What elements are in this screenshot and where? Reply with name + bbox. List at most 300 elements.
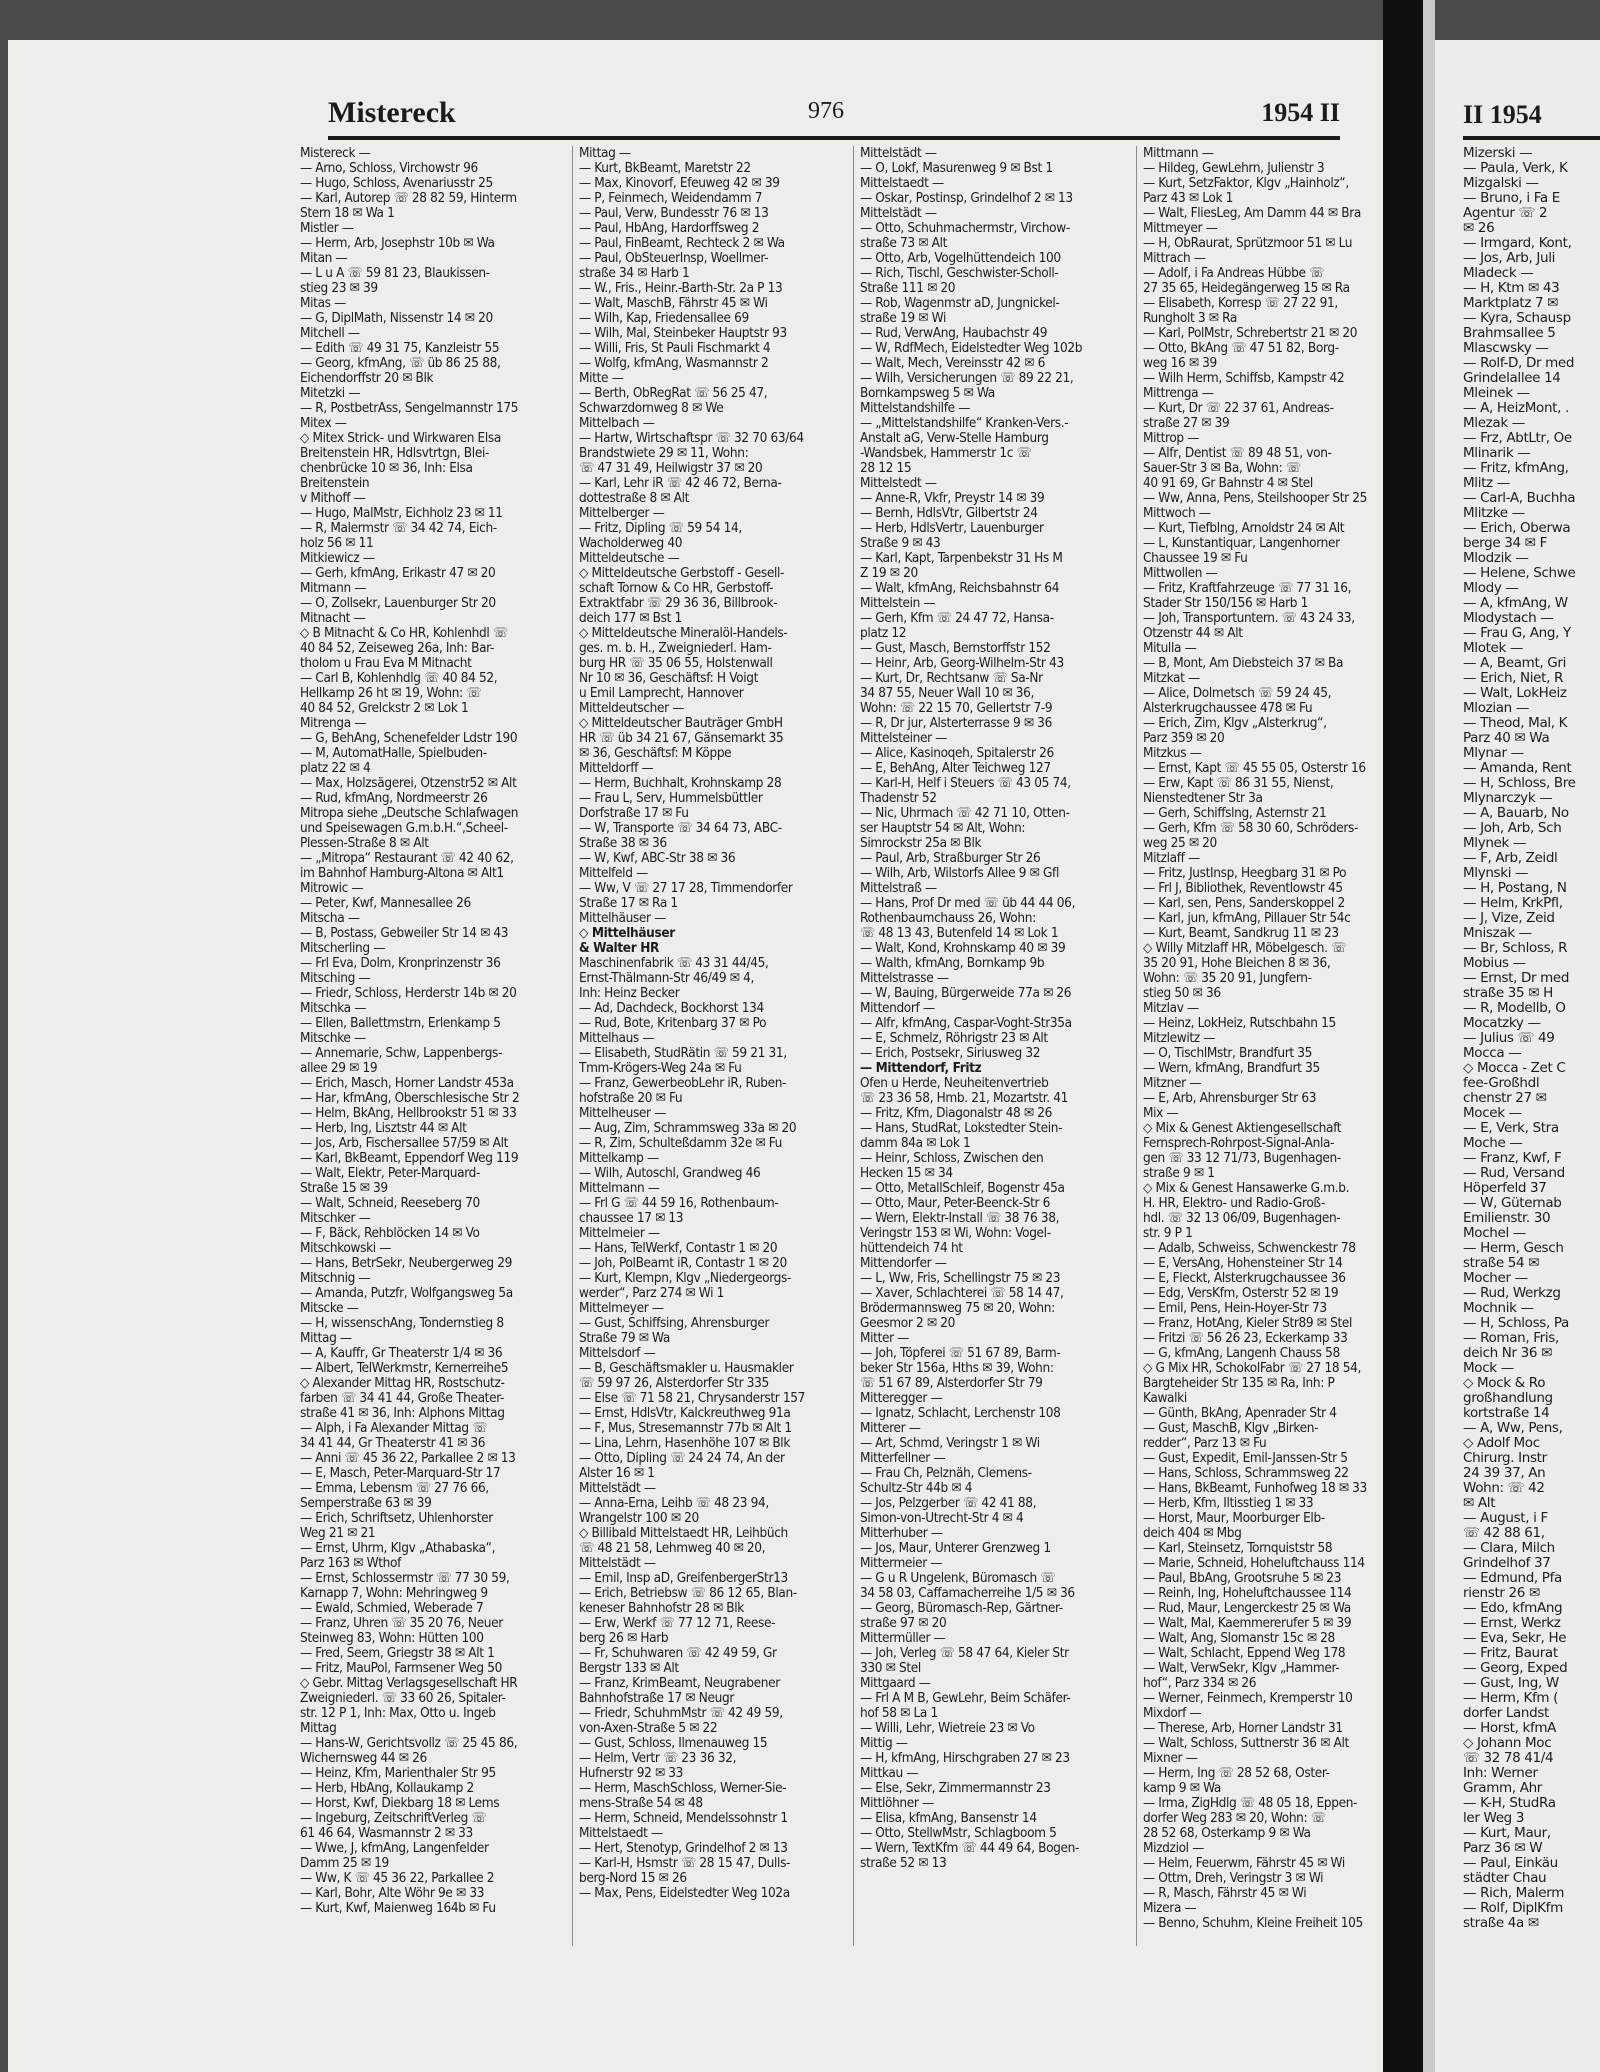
directory-entry-line: — Fritz, Kfm, Diagonalstr 48 ✉ 26 (860, 1106, 1053, 1121)
directory-entry-line: Mittelbach — (579, 416, 655, 431)
directory-entry-line: Gramm, Ahr (1463, 1781, 1543, 1796)
directory-entry-line: — Walt, MaschB, Fährstr 45 ✉ Wi (579, 296, 768, 311)
directory-entry-line: — Kyra, Schausp (1463, 311, 1571, 326)
directory-entry-line: Mlynar — (1463, 746, 1524, 761)
directory-entry-line: Mittag — (579, 146, 631, 161)
directory-entry-line: — Franz, GewerbeobLehr iR, Ruben- (579, 1076, 787, 1091)
directory-entry-line: — O, Zollsekr, Lauenburger Str 20 (300, 596, 496, 611)
directory-entry-line: Simon-von-Utrecht-Str 4 ✉ 4 (860, 1511, 1024, 1526)
directory-entry-line: gen ☏ 33 12 71/73, Bugenhagen- (1143, 1151, 1341, 1166)
directory-entry-line: Mittelhäuser — (579, 911, 666, 926)
directory-entry-line: — Gust, Masch, Bernstorffstr 152 (860, 641, 1051, 656)
directory-entry-line: Mlitz — (1463, 476, 1510, 491)
directory-entry-line: — Herm, Buchhalt, Krohnskamp 28 (579, 776, 782, 791)
directory-entry-line: Ernst-Thälmann-Str 46/49 ✉ 4, (579, 971, 754, 986)
directory-entry-line: chenbrücke 10 ✉ 36, Inh: Elsa (300, 461, 473, 476)
directory-entry-line: Mitterer — (860, 1421, 921, 1436)
directory-entry-line: Mittmann — (1143, 146, 1214, 161)
directory-entry-line: — Arno, Schloss, Virchowstr 96 (300, 161, 478, 176)
directory-entry-line: Mitteldorff — (579, 761, 654, 776)
directory-entry-line: Alsterkrugchaussee 478 ✉ Fu (1143, 701, 1313, 716)
directory-entry-line: — W, RdfMech, Eidelstedter Weg 102b (860, 341, 1083, 356)
directory-entry-line: — Rich, Malerm (1463, 1886, 1565, 1901)
directory-entry-line: Mittelstandshilfe — (860, 401, 971, 416)
directory-entry-line: Mittendorfer — (860, 1256, 947, 1271)
directory-entry-line: Mittelstaedt — (860, 176, 944, 191)
directory-entry-line: — Wern, kfmAng, Brandfurt 35 (1143, 1061, 1320, 1076)
directory-entry-line: — Therese, Arb, Horner Landstr 31 (1143, 1721, 1343, 1736)
directory-entry-line: — Walt, Schlacht, Eppend Weg 178 (1143, 1646, 1346, 1661)
directory-entry-line: — Karl, Steinsetz, Tornquiststr 58 (1143, 1541, 1333, 1556)
directory-entry-line: Extraktfabr ☏ 29 36 36, Billbrook- (579, 596, 778, 611)
directory-entry-line: Mlezak — (1463, 416, 1525, 431)
directory-entry-line: Mittmeyer — (1143, 221, 1218, 236)
directory-entry-line: Mittelstädt — (579, 1481, 656, 1496)
directory-entry-line: — E, Verk, Stra (1463, 1121, 1559, 1136)
directory-entry-line: — Wilh, Versicherungen ☏ 89 22 21, (860, 371, 1074, 386)
directory-entry-line: Mittelmann — (579, 1181, 660, 1196)
directory-entry-line: ◇ B Mitnacht & Co HR, Kohlenhdl ☏ (300, 626, 508, 641)
directory-entry-line: ◇ Johann Moc (1463, 1736, 1552, 1751)
directory-entry-line: — Ww, V ☏ 27 17 28, Timmendorfer (579, 881, 793, 896)
directory-entry-line: Mittelmeier — (579, 1226, 660, 1241)
directory-entry-line: 40 84 52, Zeiseweg 26a, Inh: Bar- (300, 641, 494, 656)
directory-entry-line: — Elisabeth, StudRätin ☏ 59 21 31, (579, 1046, 787, 1061)
directory-entry-line: Veringstr 153 ✉ Wi, Wohn: Vogel- (860, 1226, 1051, 1241)
directory-entry-line: — Karl, BkBeamt, Eppendorf Weg 119 (300, 1151, 519, 1166)
directory-entry-line: Mixdorf — (1143, 1706, 1202, 1721)
directory-entry-line: Agentur ☏ 2 (1463, 206, 1548, 221)
header-keyword: Mistereck (328, 96, 456, 129)
directory-entry-line: — Elisa, kfmAng, Bansenstr 14 (860, 1811, 1037, 1826)
directory-entry-line: — Alfr, kfmAng, Caspar-Voght-Str35a (860, 1016, 1072, 1031)
directory-entry-line: Chaussee 19 ✉ Fu (1143, 551, 1248, 566)
directory-entry-line: — Paul, Einkäu (1463, 1856, 1558, 1871)
directory-entry-line: — Otto, MetallSchleif, Bogenstr 45a (860, 1181, 1065, 1196)
directory-entry-line: Breitenstein (300, 476, 370, 491)
directory-entry-line: ◇ Mitex Strick- und Wirkwaren Elsa (300, 431, 501, 446)
directory-entry-line: — Fritz, MauPol, Farmsener Weg 50 (300, 1661, 502, 1676)
directory-entry-line: — H, Schloss, Pa (1463, 1316, 1569, 1331)
directory-entry-line: — Hildeg, GewLehrn, Julienstr 3 (1143, 161, 1325, 176)
directory-entry-line: — Ww, Anna, Pens, Steilshooper Str 25 (1143, 491, 1368, 506)
directory-entry-line: burg HR ☏ 35 06 55, Holstenwall (579, 656, 773, 671)
directory-entry-line: — Friedr, Schloss, Herderstr 14b ✉ 20 (300, 986, 517, 1001)
directory-entry-line: — Ingeburg, ZeitschriftVerleg ☏ (300, 1811, 487, 1826)
directory-entry-line: Mitnacht — (300, 611, 366, 626)
directory-entry-line: Parz 163 ✉ Wthof (300, 1556, 402, 1571)
directory-entry-line: platz 12 (860, 626, 907, 641)
column-divider (853, 146, 854, 1946)
directory-entry-line: — H, Schloss, Bre (1463, 776, 1576, 791)
directory-entry-line: — Herb, Ing, Lisztstr 44 ✉ Alt (300, 1121, 467, 1136)
directory-entry-line: — Frl Eva, Dolm, Kronprinzenstr 36 (300, 956, 501, 971)
directory-entry-line: — W., Fris., Heinr.-Barth-Str. 2a P 13 (579, 281, 783, 296)
directory-entry-line: — Gerh, kfmAng, Erikastr 47 ✉ 20 (300, 566, 496, 581)
directory-entry-line: — G, kfmAng, Langenh Chauss 58 (1143, 1346, 1340, 1361)
directory-entry-line: Mitas — (300, 296, 346, 311)
directory-entry-line: — Frau G, Ang, Y (1463, 626, 1571, 641)
directory-entry-line: — Herb, HbAng, Kollaukamp 2 (300, 1781, 474, 1796)
directory-entry-line: — Adolf, i Fa Andreas Hübbe ☏ (1143, 266, 1324, 281)
directory-entry-line: ges. m. b. H., Zweigniederl. Ham- (579, 641, 772, 656)
directory-entry-line: — B, Mont, Am Diebsteich 37 ✉ Ba (1143, 656, 1344, 671)
directory-entry-line: Mitschke — (300, 1031, 366, 1046)
directory-entry-line: — Gust, Expedit, Emil-Janssen-Str 5 (1143, 1451, 1348, 1466)
directory-entry-line: ◇ Mocca - Zet C (1463, 1061, 1566, 1076)
directory-entry-line: — Paul, ObSteuerInsp, Woellmer- (579, 251, 769, 266)
directory-entry-line: — Erich, Oberwa (1463, 521, 1571, 536)
directory-entry-line: — E, VersAng, Hohensteiner Str 14 (1143, 1256, 1343, 1271)
directory-entry-line: — Max, Pens, Eidelstedter Weg 102a (579, 1886, 790, 1901)
directory-entry-line: Mitscke — (300, 1301, 359, 1316)
directory-entry-line: — Kurt, SetzFaktor, Klgv „Hainholz“, (1143, 176, 1349, 191)
directory-entry-line: straße 27 ✉ 39 (1143, 416, 1230, 431)
directory-entry-line: — Adalb, Schweiss, Schwenckestr 78 (1143, 1241, 1356, 1256)
directory-entry-line: damm 84a ✉ Lok 1 (860, 1136, 971, 1151)
directory-entry-line: — Wilh, Arb, Wilstorfs Allee 9 ✉ Gfl (860, 866, 1059, 881)
directory-entry-line: Mitropa siehe „Deutsche Schlafwagen (300, 806, 519, 821)
directory-entry-line: farben ☏ 34 41 44, Große Theater- (300, 1391, 505, 1406)
directory-entry-line: — Paul, Arb, Straßburger Str 26 (860, 851, 1041, 866)
directory-entry-line: Mitetzki — (300, 386, 361, 401)
directory-entry-line: — Oskar, Postinsp, Grindelhof 2 ✉ 13 (860, 191, 1073, 206)
directory-entry-line: Mittig — (860, 1736, 908, 1751)
directory-entry-line: Mitteldeutscher — (579, 701, 685, 716)
directory-entry-line: — Herm, Gesch (1463, 1241, 1564, 1256)
directory-entry-line: straße 35 ✉ H (1463, 986, 1553, 1001)
directory-entry-line: ◇ Gebr. Mittag Verlagsgesellschaft HR (300, 1676, 518, 1691)
directory-entry-line: platz 22 ✉ 4 (300, 761, 371, 776)
directory-entry-line: Mitzlaff — (1143, 851, 1200, 866)
directory-entry-line: — Bernh, HdlsVtr, Gilbertstr 24 (860, 506, 1038, 521)
directory-entry-line: — Ernst, Werkz (1463, 1616, 1561, 1631)
directory-entry-line: von-Axen-Straße 5 ✉ 22 (579, 1721, 718, 1736)
directory-entry-line: Mittelberger — (579, 506, 665, 521)
directory-entry-line: Mix — (1143, 1106, 1179, 1121)
directory-entry-line: v Mithoff — (300, 491, 366, 506)
directory-entry-line: — Rolf-D, Dr med (1463, 356, 1575, 371)
directory-entry-line: holz 56 ✉ 11 (300, 536, 374, 551)
directory-entry-line: Mlodzik — (1463, 551, 1529, 566)
directory-entry-line: ◇ Billibald Mittelstaedt HR, Leihbüch (579, 1526, 788, 1541)
directory-entry-line: — Peter, Kwf, Mannesallee 26 (300, 896, 471, 911)
directory-entry-line: Mobius — (1463, 956, 1526, 971)
directory-entry-line: — Annemarie, Schw, Lappenbergs- (300, 1046, 503, 1061)
directory-entry-line: — A, Kauffr, Gr Theaterstr 1/4 ✉ 36 (300, 1346, 503, 1361)
directory-entry-line: — F, Bäck, Rehblöcken 14 ✉ Vo (300, 1226, 480, 1241)
directory-entry-line: — Rud, kfmAng, Nordmeerstr 26 (300, 791, 488, 806)
directory-entry-line: — Horst, Maur, Moorburger Elb- (1143, 1511, 1325, 1526)
directory-entry-line: — Walt, Ang, Slomanstr 15c ✉ 28 (1143, 1631, 1335, 1646)
directory-entry-line: — Marie, Schneid, Hoheluftchauss 114 (1143, 1556, 1365, 1571)
directory-entry-line: — Anni ☏ 45 36 22, Parkallee 2 ✉ 13 (300, 1451, 516, 1466)
directory-entry-line: Mizerski — (1463, 146, 1533, 161)
directory-entry-line: — G, BehAng, Schenefelder Ldstr 190 (300, 731, 518, 746)
directory-entry-line: Mittelstraß — (860, 881, 937, 896)
directory-entry-line: — Walt, Schloss, Suttnerstr 36 ✉ Alt (1143, 1736, 1349, 1751)
directory-entry-line: — Karl, Kapt, Tarpenbekstr 31 Hs M (860, 551, 1063, 566)
directory-entry-line: Kawalki (1143, 1391, 1187, 1406)
directory-entry-line: — Amanda, Putzfr, Wolfgangsweg 5a (300, 1286, 513, 1301)
directory-entry-line: straße 34 ✉ Harb 1 (579, 266, 690, 281)
directory-entry-line: — Walt, VerwSekr, Klgv „Hammer- (1143, 1661, 1340, 1676)
directory-entry-line: Mlody — (1463, 581, 1519, 596)
directory-entry-line: — G, DiplMath, Nissenstr 14 ✉ 20 (300, 311, 493, 326)
directory-entry-line: Mittelfeld — (579, 866, 648, 881)
directory-entry-line: — Wern, Elektr-Install ☏ 38 76 38, (860, 1211, 1060, 1226)
directory-entry-line: — Rob, Wagenmstr aD, Jungnickel- (860, 296, 1060, 311)
directory-entry-line: — Paul, Verw, Bundesstr 76 ✉ 13 (579, 206, 769, 221)
directory-entry-line: — Helm, Vertr ☏ 23 36 32, (579, 1751, 737, 1766)
directory-entry-line: Anstalt aG, Verw-Stelle Hamburg (860, 431, 1049, 446)
directory-entry-line: — Karl, Lehr iR ☏ 42 46 72, Berna- (579, 476, 782, 491)
directory-entry-line: ◇ Mix & Genest Aktiengesellschaft (1143, 1121, 1342, 1136)
directory-entry-line: — Alph, i Fa Alexander Mittag ☏ (300, 1421, 488, 1436)
directory-entry-line: — Herm, Schneid, Mendelssohnstr 1 (579, 1811, 788, 1826)
directory-entry-line: Breitenstein HR, Hdlsvtrtgn, Blei- (300, 446, 489, 461)
directory-entry-line: — A, HeizMont, . (1463, 401, 1569, 416)
directory-entry-line: Z 19 ✉ 20 (860, 566, 918, 581)
directory-entry-line: — L u A ☏ 59 81 23, Blaukissen- (300, 266, 490, 281)
directory-entry-line: — F, Arb, Zeidl (1463, 851, 1558, 866)
directory-entry-line: Wichernsweg 44 ✉ 26 (300, 1751, 427, 1766)
directory-entry-line: — Walt, LokHeiz (1463, 686, 1567, 701)
directory-entry-line: Emilienstr. 30 (1463, 1211, 1551, 1226)
directory-entry-line: — Otto, Maur, Peter-Beenck-Str 6 (860, 1196, 1051, 1211)
directory-entry-line: — Georg, Büromasch-Rep, Gärtner- (860, 1601, 1063, 1616)
directory-entry-line: — R, Modellb, O (1463, 1001, 1566, 1016)
directory-entry-line: Mitscherling — (300, 941, 386, 956)
directory-entry-line: hdl. ☏ 32 13 06/09, Bugenhagen- (1143, 1211, 1341, 1226)
directory-entry-line: HR ☏ üb 34 21 67, Gänsemarkt 35 (579, 731, 784, 746)
directory-entry-line: Mitteldeutsche — (579, 551, 680, 566)
directory-entry-line: — Kurt, BkBeamt, Maretstr 22 (579, 161, 751, 176)
directory-entry-line: ◇ G Mix HR, SchokolFabr ☏ 27 18 54, (1143, 1361, 1361, 1376)
directory-entry-line: — Gust, Schiffsing, Ahrensburger (579, 1316, 770, 1331)
directory-entry-line: Mock — (1463, 1361, 1514, 1376)
directory-entry-line: Rothenbaumchauss 26, Wohn: (860, 911, 1036, 926)
directory-entry-line: — Otto, Arb, Vogelhüttendeich 100 (860, 251, 1061, 266)
directory-entry-line: — Alfr, Dentist ☏ 89 48 51, von- (1143, 446, 1332, 461)
directory-entry-line: Mistler — (300, 221, 354, 236)
directory-entry-line: Mittelkamp — (579, 1151, 659, 1166)
directory-entry-line: straße 4a ✉ (1463, 1916, 1539, 1931)
directory-entry-line: 28 52 68, Osterkamp 9 ✉ Wa (1143, 1826, 1311, 1841)
directory-entry-line: — W, Güternab (1463, 1196, 1562, 1211)
directory-entry-line: — Frz, AbtLtr, Oe (1463, 431, 1572, 446)
directory-entry-line: Mittelmeyer — (579, 1301, 664, 1316)
directory-entry-line: Mitter — (860, 1331, 910, 1346)
directory-entry-line: — Ottm, Dreh, Veringstr 3 ✉ Wi (1143, 1871, 1324, 1886)
directory-entry-line: dorfer Landst (1463, 1706, 1549, 1721)
directory-entry-line: — Anne-R, Vkfr, Preystr 14 ✉ 39 (860, 491, 1045, 506)
column-divider (1136, 146, 1137, 1946)
directory-entry-line: berge 34 ✉ F (1463, 536, 1547, 551)
directory-entry-line: — Ernst, Kapt ☏ 45 55 05, Osterstr 16 (1143, 761, 1366, 776)
directory-entry-line: — Nic, Uhrmach ☏ 42 71 10, Otten- (860, 806, 1070, 821)
directory-entry-line: Mlinarik — (1463, 446, 1531, 461)
directory-entry-line: — Ernst, Uhrm, Klgv „Athabaska“, (300, 1541, 496, 1556)
directory-entry-line: — Jos, Arb, Fischersallee 57/59 ✉ Alt (300, 1136, 509, 1151)
directory-entry-line: — Otto, StellwMstr, Schlagboom 5 (860, 1826, 1057, 1841)
directory-entry-line: — Kurt, Dr ☏ 22 37 61, Andreas- (1143, 401, 1334, 416)
directory-entry-line: — Fritz, Dipling ☏ 59 54 14, (579, 521, 742, 536)
directory-entry-line: — Hugo, MalMstr, Eichholz 23 ✉ 11 (300, 506, 503, 521)
directory-entry-line: Wohn: ☏ 22 15 70, Gellertstr 7-9 (860, 701, 1053, 716)
directory-entry-line: — Kurt, Klempn, Klgv „Niedergeorgs- (579, 1271, 792, 1286)
next-page-header (1463, 94, 1600, 140)
directory-entry-line: — Ellen, Ballettmstrn, Erlenkamp 5 (300, 1016, 501, 1031)
directory-entry-line: Straße 38 ✉ 36 (579, 836, 667, 851)
directory-entry-line: — Rolf, DiplKfm (1463, 1901, 1563, 1916)
directory-entry-line: Semperstraße 63 ✉ 39 (300, 1496, 432, 1511)
directory-entry-line: — Kurt, Tiefblng, Arnoldstr 24 ✉ Alt (1143, 521, 1345, 536)
directory-entry-line: — Frl G ☏ 44 59 16, Rothenbaum- (579, 1196, 779, 1211)
directory-entry-line: Stern 18 ✉ Wa 1 (300, 206, 395, 221)
directory-entry-line: Mitex — (300, 416, 347, 431)
directory-entry-line: — Gerh, Kfm ☏ 24 47 72, Hansa- (860, 611, 1054, 626)
directory-entry-line: — Lina, Lehrn, Hasenhöhe 107 ✉ Blk (579, 1436, 791, 1451)
directory-entry-line: Mlynski — (1463, 866, 1529, 881)
directory-entry-line: — Carl-A, Buchha (1463, 491, 1576, 506)
directory-entry-line: Alster 16 ✉ 1 (579, 1466, 655, 1481)
directory-entry-line: — Hans, Prof Dr med ☏ üb 44 44 06, (860, 896, 1076, 911)
directory-entry-line: — Art, Schmd, Veringstr 1 ✉ Wi (860, 1436, 1040, 1451)
directory-entry-line: — Julius ☏ 49 (1463, 1031, 1555, 1046)
directory-entry-line: — Edith ☏ 49 31 75, Kanzleistr 55 (300, 341, 500, 356)
directory-entry-line: Mittwollen — (1143, 566, 1218, 581)
directory-entry-line: Damm 25 ✉ 19 (300, 1856, 389, 1871)
directory-entry-line: — Helm, Feuerwm, Fährstr 45 ✉ Wi (1143, 1856, 1345, 1871)
directory-entry-line: Mittelsteiner — (860, 731, 948, 746)
directory-entry-line: — F, Mus, Stresemannstr 77b ✉ Alt 1 (579, 1421, 792, 1436)
directory-entry-line: Mitzlewitz — (1143, 1031, 1216, 1046)
directory-entry-line: Mlozian — (1463, 701, 1529, 716)
directory-entry-line: — Fritz, Kraftfahrzeuge ☏ 77 31 16, (1143, 581, 1352, 596)
directory-entry-line: — Irmgard, Kont, (1463, 236, 1572, 251)
directory-entry-line: — Helm, KrkPfl, (1463, 896, 1563, 911)
directory-entry-line: straße 97 ✉ 20 (860, 1616, 947, 1631)
directory-entry-line: — Wolfg, kfmAng, Wasmannstr 2 (579, 356, 769, 371)
directory-entry-line: — Willi, Fris, St Pauli Fischmarkt 4 (579, 341, 771, 356)
directory-entry-line: — Clara, Milch (1463, 1541, 1555, 1556)
directory-entry-line: Mitschker — (300, 1211, 371, 1226)
directory-entry-line: Mittermüller — (860, 1631, 946, 1646)
directory-entry-line: — Ww, K ☏ 45 36 22, Parkallee 2 (300, 1871, 495, 1886)
directory-entry-line: Weg 21 ✉ 21 (300, 1526, 376, 1541)
directory-entry-line: — Herm, MaschSchloss, Werner-Sie- (579, 1781, 787, 1796)
directory-entry-line: & Walter HR (579, 941, 660, 956)
directory-entry-line: — Theod, Mal, K (1463, 716, 1568, 731)
directory-entry-line: — Wilh Herm, Schiffsb, Kampstr 42 (1143, 371, 1345, 386)
directory-entry-line: 35 20 91, Hohe Bleichen 8 ✉ 36, (1143, 956, 1331, 971)
directory-entry-line: — Else ☏ 71 58 21, Chrysanderstr 157 (579, 1391, 806, 1406)
column-divider (572, 146, 573, 1946)
directory-entry-line: ☏ 51 67 89, Alsterdorfer Str 79 (860, 1376, 1043, 1391)
directory-entry-line: — E, Arb, Ahrensburger Str 63 (1143, 1091, 1317, 1106)
directory-entry-line: berg-Nord 15 ✉ 26 (579, 1871, 687, 1886)
directory-entry-line: Hufnerstr 92 ✉ 33 (579, 1766, 684, 1781)
directory-entry-line: stieg 23 ✉ 39 (300, 281, 378, 296)
directory-entry-line: — Erich, Zim, Klgv „Alsterkrug“, (1143, 716, 1327, 731)
directory-entry-line: — Otto, BkAng ☏ 47 51 82, Borg- (1143, 341, 1339, 356)
directory-entry-line: — Karl, PolMstr, Schrebertstr 21 ✉ 20 (1143, 326, 1358, 341)
directory-entry-line: 28 12 15 (860, 461, 912, 476)
directory-entry-line: — Werner, Feinmech, Kremperstr 10 (1143, 1691, 1353, 1706)
directory-entry-line: — Horst, kfmA (1463, 1721, 1557, 1736)
directory-entry-line: — Erich, Masch, Horner Landstr 453a (300, 1076, 514, 1091)
page-number: 976 (808, 98, 844, 124)
directory-entry-line: — Herm, Kfm ( (1463, 1691, 1559, 1706)
directory-entry-line: Mitsching — (300, 971, 371, 986)
directory-entry-line: — A, kfmAng, W (1463, 596, 1568, 611)
directory-entry-line: — Herm, Arb, Josephstr 10b ✉ Wa (300, 236, 495, 251)
directory-entry-line: ◇ Alexander Mittag HR, Rostschutz- (300, 1376, 505, 1391)
column-3 (860, 146, 1128, 1871)
directory-entry-line: — Xaver, Schlachterei ☏ 58 14 47, (860, 1286, 1064, 1301)
directory-entry-line: Chirurg. Instr (1463, 1451, 1547, 1466)
directory-entry-line: ler Weg 3 (1463, 1811, 1525, 1826)
directory-entry-line: H. HR, Elektro- und Radio-Groß- (1143, 1196, 1325, 1211)
directory-entry-line: 34 87 55, Neuer Wall 10 ✉ 36, (860, 686, 1035, 701)
directory-entry-line: — Walt, FliesLeg, Am Damm 44 ✉ Bra (1143, 206, 1361, 221)
directory-entry-line: — Alice, Dolmetsch ☏ 59 24 45, (1143, 686, 1332, 701)
directory-entry-line: keneser Bahnhofstr 28 ✉ Blk (579, 1601, 744, 1616)
directory-entry-line: — W, Bauing, Bürgerweide 77a ✉ 26 (860, 986, 1072, 1001)
directory-entry-line: Mittag — (300, 1331, 352, 1346)
header-year: 1954 II (1261, 98, 1340, 127)
directory-entry-line: Mlitzke — (1463, 506, 1525, 521)
directory-entry-line: Mitschka — (300, 1001, 367, 1016)
directory-entry-line: tholom u Frau Eva M Mitnacht (300, 656, 472, 671)
directory-entry-line: — Karl, Autorep ☏ 28 82 59, Hinterm (300, 191, 517, 206)
directory-entry-line: deich 404 ✉ Mbg (1143, 1526, 1242, 1541)
directory-entry-line: — Alice, Kasinoqeh, Spitalerstr 26 (860, 746, 1054, 761)
directory-entry-line: Mizera — (1143, 1901, 1197, 1916)
directory-entry-line: Mittlöhner — (860, 1796, 934, 1811)
directory-entry-line: Wrangelstr 100 ✉ 20 (579, 1511, 699, 1526)
directory-entry-line: 330 ✉ Stel (860, 1661, 921, 1676)
directory-entry-line: — Edo, kfmAng (1463, 1601, 1563, 1616)
directory-entry-line: — Fritz, JustInsp, Heegbarg 31 ✉ Po (1143, 866, 1347, 881)
directory-entry-line: — Erw, Werkf ☏ 77 12 71, Reese- (579, 1616, 776, 1631)
directory-entry-line: — Heinz, LokHeiz, Rutschbahn 15 (1143, 1016, 1336, 1031)
directory-entry-line: — Ernst, Schlossermstr ☏ 77 30 59, (300, 1571, 510, 1586)
directory-entry-line: Mittelheuser — (579, 1106, 666, 1121)
directory-entry-line: — Wilh, Kap, Friedensallee 69 (579, 311, 749, 326)
directory-entry-line: — Emil, Pens, Hein-Hoyer-Str 73 (1143, 1301, 1327, 1316)
directory-entry-line: Mochnik — (1463, 1301, 1534, 1316)
directory-entry-line: — Walt, kfmAng, Reichsbahnstr 64 (860, 581, 1060, 596)
directory-entry-line: — Max, Kinovorf, Efeuweg 42 ✉ 39 (579, 176, 780, 191)
directory-entry-line: ☏ 23 36 58, Hmb. 21, Mozartstr. 41 (860, 1091, 1068, 1106)
directory-entry-line: -Wandsbek, Hammerstr 1c ☏ (860, 446, 1032, 461)
directory-entry-line: — R, Masch, Fährstr 45 ✉ Wi (1143, 1886, 1307, 1901)
directory-entry-line: 34 41 44, Gr Theaterstr 41 ✉ 36 (300, 1436, 486, 1451)
directory-entry-line: — Fritz, kfmAng, (1463, 461, 1569, 476)
directory-entry-line: Zweigniederl. ☏ 33 60 26, Spitaler- (300, 1691, 506, 1706)
directory-entry-line: Nienstedtener Str 3a (1143, 791, 1263, 806)
directory-entry-line: — L, Ww, Fris, Schellingstr 75 ✉ 23 (860, 1271, 1061, 1286)
directory-entry-line: Mitulla — (1143, 641, 1197, 656)
directory-entry-line: Brandstwiete 29 ✉ 11, Wohn: (579, 446, 749, 461)
directory-entry-line: — Kurt, Maur, (1463, 1826, 1551, 1841)
directory-entry-line: Stader Str 150/156 ✉ Harb 1 (1143, 596, 1309, 611)
directory-entry-line: — E, Schmelz, Röhrigstr 23 ✉ Alt (860, 1031, 1048, 1046)
directory-entry-line: — Walt, Mech, Vereinsstr 42 ✉ 6 (860, 356, 1045, 371)
directory-entry-line: chaussee 17 ✉ 13 (579, 1211, 684, 1226)
